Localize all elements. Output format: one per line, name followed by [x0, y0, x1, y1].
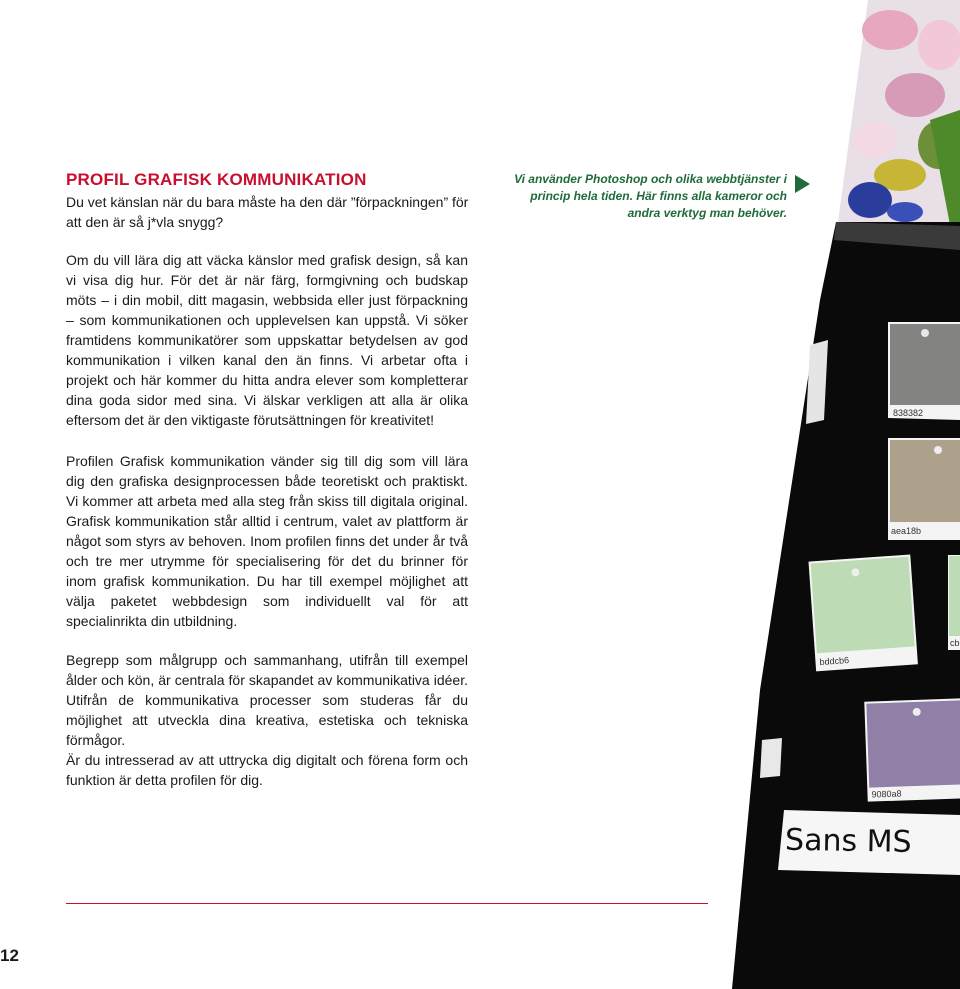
- swatch-label-gray: 838382: [893, 408, 924, 418]
- swatch-label-purple: 9080a8: [871, 788, 902, 800]
- body-paragraph-3: Begrepp som målgrupp och sammanhang, utifrån till exempel ålder och kön, är centrala för skapandet av kommunikativa idéer. Utifrån de kommunikativa processer som studeras får du möjlighet att utveckla dina kreativa, estetiska och tekniska förmågor.: [66, 652, 468, 748]
- footer-divider: [66, 903, 708, 904]
- lead-text: Du vet känslan när du bara måste ha den där ”förpackningen” för att den är så j*vla snygg?: [66, 194, 469, 230]
- body-paragraph-4: Är du intresserad av att uttrycka dig digitalt och förena form och funktion är detta profilen för dig.: [66, 752, 468, 788]
- swatch-label-tan: aea18b: [891, 526, 922, 536]
- flower-photo: [838, 0, 960, 230]
- photo-caption: Vi använder Photoshop och olika webbtjänster i princip hela tiden. Här finns alla kameror och andra verktyg man behöver.: [514, 172, 787, 220]
- swatch-tan: [888, 438, 960, 540]
- font-label-text: Sans MS: [784, 822, 912, 860]
- svg-text:cb: cb: [950, 638, 960, 648]
- body-paragraph-2: Profilen Grafisk kommunikation vänder sig till dig som vill lära dig den grafiska designprocessen både teoretiskt och praktiskt. Vi kommer att arbeta med alla steg från skiss till digitala original. Grafisk kommunikation står alltid i centrum, valet av plattform är något som styrs av behoven. Inom profilen finns det under år två och tre mer utrymme för specialisering för det du brinner för inom grafisk kommunikation. Du har till exempel möjlighet att välja paketet webbdesign som individuellt val för att specialinrikta din utbildning.: [66, 453, 468, 629]
- page-title: PROFIL GRAFISK KOMMUNIKATION: [66, 170, 367, 189]
- swatch-green: [808, 554, 917, 671]
- caption-arrow-icon: [795, 175, 810, 193]
- font-label-strip: [778, 810, 960, 875]
- swatch-green-cut: [948, 555, 960, 650]
- swatch-label-green: bddcb6: [819, 655, 850, 668]
- swatch-gray: [888, 322, 960, 420]
- swatch-purple: [864, 698, 960, 801]
- page-number: 12: [0, 946, 19, 965]
- body-paragraph-1: Om du vill lära dig att väcka känslor med grafisk design, så kan vi visa dig hur. För det är när färg, formgivning och budskap möts – i din mobil, ditt magasin, webbsida eller just förpackning – som kommunikationen och upplevelsen kan uppstå. Vi söker framtidens kommunikatörer som uppskattar betydelsen av god kommunikation i vilken kanal den än finns. Vi arbetar ofta i projekt och här kommer du hitta andra elever som kompletterar dina goda sidor med sina. Vi älskar verkligen att alla är olika eftersom det är den viktigaste förutsättningen för kreativitet!: [66, 252, 468, 428]
